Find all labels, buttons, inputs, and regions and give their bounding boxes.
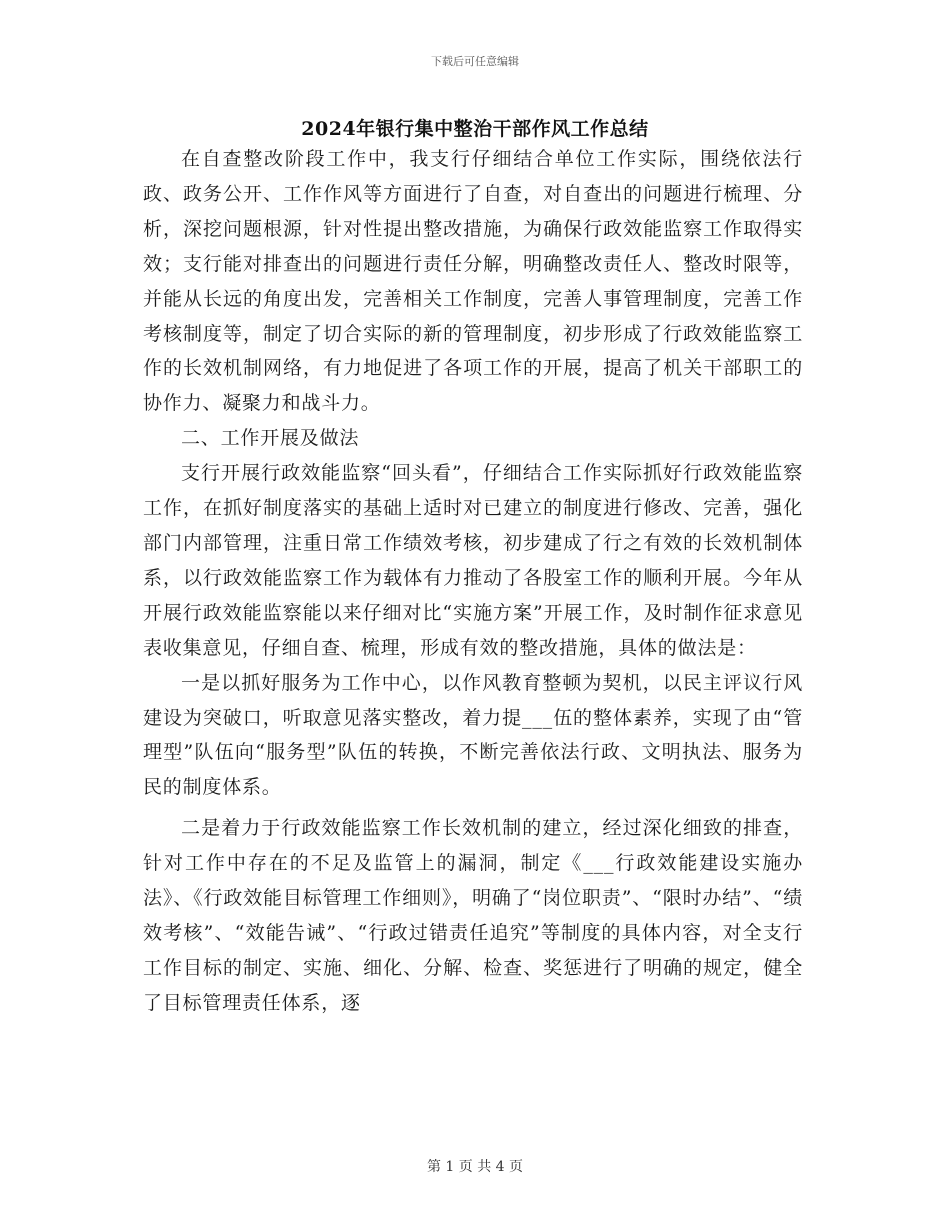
paragraph-review-work: 支行开展行政效能监察“回头看”，仔细结合工作实际抓好行政效能监察工作，在抓好制度落实的基础上适时对已建立的制度进行修改、完善，强化部门内部管理，注重日常工作绩效考核，初步建成了行之有效的长效机制体系，以行政效能监察工作为载体有力推动了各股室工作的顺利开展。今年从开展行政效能监察能以来仔细对比“实施方案”开展工作，及时制作征求意见表收集意见，仔细自查、梳理，形成有效的整改措施，具体的做法是： — [143, 462, 803, 659]
section-heading-work-methods: 二、工作开展及做法 — [181, 427, 360, 450]
header-note: 下载后可任意编辑 — [431, 55, 519, 68]
document-title: 2024年银行集中整治干部作风工作总结 — [301, 118, 649, 140]
paragraph-point-two: 二是着力于行政效能监察工作长效机制的建立，经过深化细致的排查，针对工作中存在的不足及监管上的漏洞，制定《___行政效能建设实施办法》、《行政效能目标管理工作细则》，明确了“岗位职责”、“限时办结”、“绩效考核”、“效能告诫”、“行政过错责任追究”等制度的具体内容，对全支行工作目标的制定、实施、细化、分解、检查、奖惩进行了明确的规定，健全了目标管理责任体系，逐 — [143, 817, 803, 1014]
paragraph-point-one: 一是以抓好服务为工作中心，以作风教育整顿为契机，以民主评议行风建设为突破口，听取意见落实整改，着力提___伍的整体素养，实现了由“管理型”队伍向“服务型”队伍的转换，不断完善依法行政、文明执法、服务为民的制度体系。 — [143, 671, 803, 799]
document-body — [143, 142, 803, 1021]
paragraph-self-inspection: 在自查整改阶段工作中，我支行仔细结合单位工作实际，围绕依法行政、政务公开、工作作风等方面进行了自查，对自查出的问题进行梳理、分析，深挖问题根源，针对性提出整改措施，为确保行政效能监察工作取得实效；支行能对排查出的问题进行责任分解，明确整改责任人、整改时限等，并能从长远的角度出发，完善相关工作制度，完善人事管理制度，完善工作考核制度等，制定了切合实际的新的管理制度，初步形成了行政效能监察工作的长效机制网络，有力地促进了各项工作的开展，提高了机关干部职工的协作力、凝聚力和战斗力。 — [143, 148, 803, 415]
page-indicator: 第 1 页 共 4 页 — [426, 1159, 524, 1175]
